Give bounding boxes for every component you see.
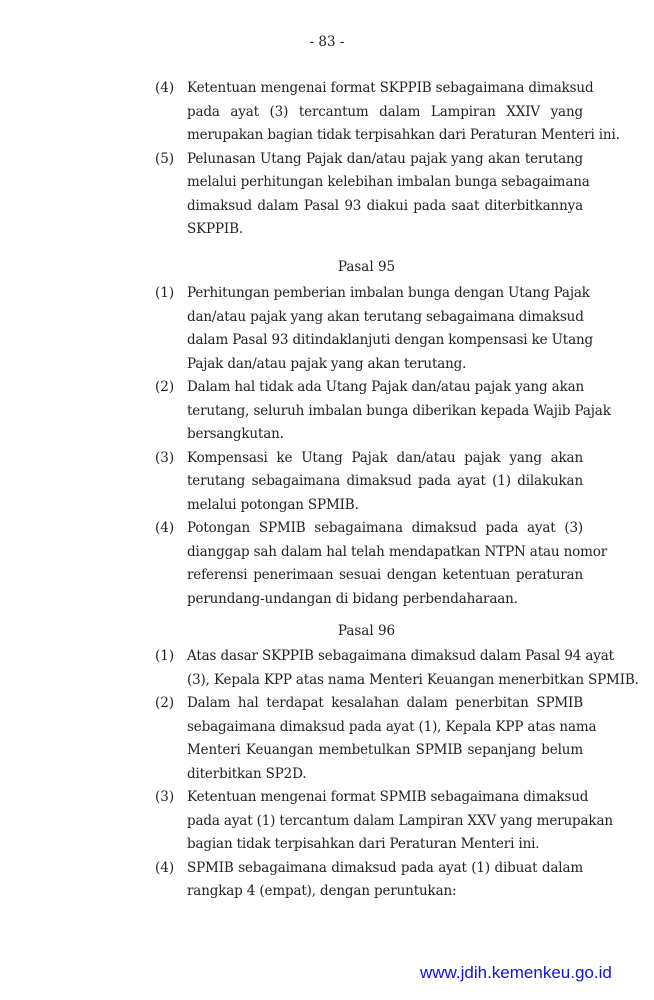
paragraph-line: diterbitkan SP2D.: [187, 765, 307, 782]
section-title-pasal-95: Pasal 95: [337, 259, 396, 275]
paragraph-line: Atas dasar SKPPIB sebagaimana dimaksud dalam Pasal 94 ayat: [187, 648, 614, 664]
paragraph-item: [150, 786, 613, 857]
paragraph-line: Ketentuan mengenai format SKPPIB sebagaimana dimaksud: [187, 80, 594, 96]
paragraph-line: Perhitungan pemberian imbalan bunga dengan Utang Pajak: [187, 285, 590, 301]
paragraph-line: dalam Pasal 93 ditindaklanjuti dengan kompensasi ke Utang: [187, 332, 594, 348]
paragraph-item: [150, 517, 608, 611]
paragraph-item: [150, 692, 597, 786]
paragraph-line: merupakan bagian tidak terpisahkan dari Peraturan Menteri ini.: [187, 127, 620, 143]
paragraph-number: (2): [155, 379, 175, 395]
paragraph-item: [150, 282, 594, 376]
paragraph-line: SKPPIB.: [187, 221, 243, 237]
paragraph-line: Potongan SPMIB sebagaimana dimaksud pada ayat (3): [187, 520, 583, 536]
paragraph-line: Dalam hal terdapat kesalahan dalam penerbitan SPMIB: [187, 695, 583, 711]
paragraph-line: Ketentuan mengenai format SPMIB sebagaimana dimaksud: [187, 789, 589, 805]
section-pasal-95: [150, 282, 611, 611]
footer-url-link[interactable]: www.jdih.kemenkeu.go.id: [420, 963, 612, 982]
section-continued: [150, 77, 620, 242]
paragraph-line: dimaksud dalam Pasal 93 diakui pada saat diterbitkannya: [187, 197, 583, 214]
paragraph-number: (3): [155, 789, 175, 805]
paragraph-line: SPMIB sebagaimana dimaksud pada ayat (1) dibuat dalam: [187, 859, 583, 876]
paragraph-number: (5): [155, 150, 175, 167]
paragraph-line: referensi penerimaan sesuai dengan ketentuan peraturan: [187, 567, 583, 583]
paragraph-line: pada ayat (1) tercantum dalam Lampiran XXV yang merupakan: [187, 812, 613, 829]
paragraph-line: (3), Kepala KPP atas nama Menteri Keuangan menerbitkan SPMIB.: [187, 671, 639, 688]
paragraph-item: [150, 376, 611, 447]
paragraph-line: terutang, seluruh imbalan bunga diberikan kepada Wajib Pajak: [187, 402, 611, 419]
paragraph-line: Dalam hal tidak ada Utang Pajak dan/atau pajak yang akan: [187, 379, 585, 395]
paragraph-line: pada ayat (3) tercantum dalam Lampiran XXIV yang: [187, 103, 583, 120]
paragraph-item: [150, 447, 583, 518]
section-title-pasal-96: Pasal 96: [337, 623, 396, 639]
paragraph-item: [150, 645, 639, 692]
paragraph-number: (4): [155, 80, 175, 96]
paragraph-line: sebagaimana dimaksud pada ayat (1), Kepala KPP atas nama: [187, 718, 597, 735]
paragraph-line: melalui perhitungan kelebihan imbalan bunga sebagaimana: [187, 174, 590, 190]
paragraph-line: bagian tidak terpisahkan dari Peraturan Menteri ini.: [187, 836, 540, 852]
paragraph-line: Pelunasan Utang Pajak dan/atau pajak yang akan terutang: [187, 150, 583, 167]
paragraph-number: (1): [155, 648, 175, 664]
paragraph-line: rangkap 4 (empat), dengan peruntukan:: [187, 883, 457, 899]
paragraph-line: bersangkutan.: [187, 426, 284, 442]
paragraph-number: (1): [155, 285, 175, 301]
paragraph-line: melalui potongan SPMIB.: [187, 496, 359, 513]
paragraph-item: [150, 77, 620, 148]
paragraph-number: (4): [155, 520, 175, 536]
paragraph-line: Kompensasi ke Utang Pajak dan/atau pajak yang akan: [187, 449, 583, 466]
paragraph-item: [150, 148, 590, 242]
paragraph-number: (3): [155, 449, 175, 466]
paragraph-line: Pajak dan/atau pajak yang akan terutang.: [187, 355, 467, 372]
paragraph-line: terutang sebagaimana dimaksud pada ayat (1) dilakukan: [187, 473, 583, 489]
paragraph-number: (4): [155, 859, 175, 876]
page-number: - 83 -: [309, 34, 345, 50]
paragraph-line: dan/atau pajak yang akan terutang sebagaimana dimaksud: [187, 308, 584, 325]
paragraph-line: perundang-undangan di bidang perbendaharaan.: [187, 590, 518, 607]
paragraph-line: dianggap sah dalam hal telah mendapatkan NTPN atau nomor: [187, 543, 608, 560]
section-pasal-96: [150, 645, 639, 904]
paragraph-line: Menteri Keuangan membetulkan SPMIB sepanjang belum: [187, 742, 583, 758]
paragraph-item: [150, 857, 583, 904]
paragraph-number: (2): [155, 695, 175, 711]
